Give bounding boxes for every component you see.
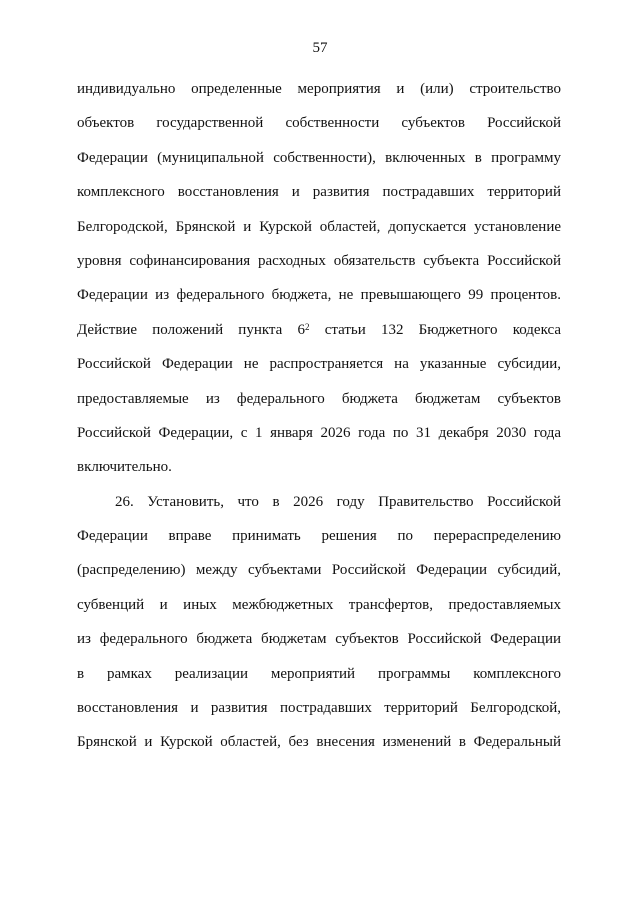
text-line: Федерации вправе принимать решения по перераспределению xyxy=(77,528,561,545)
text-line: из федерального бюджета бюджетам субъектов Российской Федерации xyxy=(77,631,561,648)
text-segment: Действие положений пункта 6 xyxy=(77,321,306,338)
text-line: включительно. xyxy=(77,459,172,476)
text-line: комплексного восстановления и развития пострадавших территорий xyxy=(77,184,561,201)
text-line: в рамках реализации мероприятий программы комплексного xyxy=(77,665,561,682)
text-line: Брянской и Курской областей, без внесения изменений в Федеральный xyxy=(77,734,561,751)
text-line: восстановления и развития пострадавших территорий Белгородской, xyxy=(77,700,561,717)
text-line: Федерации (муниципальной собственности), включенных в программу xyxy=(77,149,561,166)
superscript: 2 xyxy=(305,321,310,332)
text-line: Российской Федерации, с 1 января 2026 года по 31 декабря 2030 года xyxy=(77,424,561,441)
text-line-with-superscript xyxy=(77,313,561,347)
text-line: уровня софинансирования расходных обязательств субъекта Российской xyxy=(77,252,561,269)
text-line: Белгородской, Брянской и Курской областей, допускается установление xyxy=(77,218,561,235)
paragraph-1 xyxy=(77,72,561,485)
text-line: 26. Установить, что в 2026 году Правительство Российской xyxy=(115,493,561,510)
text-line: Российской Федерации не распространяется на указанные субсидии, xyxy=(77,356,561,373)
text-line: объектов государственной собственности субъектов Российской xyxy=(77,115,561,132)
text-line: субвенций и иных межбюджетных трансфертов, предоставляемых xyxy=(77,596,561,613)
document-body xyxy=(77,72,561,760)
page-number: 57 xyxy=(312,40,328,56)
text-line: индивидуально определенные мероприятия и (или) строительство xyxy=(77,81,561,97)
text-segment: статьи 132 Бюджетного кодекса xyxy=(309,321,561,338)
text-line: (распределению) между субъектами Российской Федерации субсидий, xyxy=(77,562,561,579)
text-line: предоставляемые из федерального бюджета бюджетам субъектов xyxy=(77,390,561,407)
text-line: Федерации из федерального бюджета, не превышающего 99 процентов. xyxy=(77,287,561,304)
paragraph-26 xyxy=(77,485,561,760)
